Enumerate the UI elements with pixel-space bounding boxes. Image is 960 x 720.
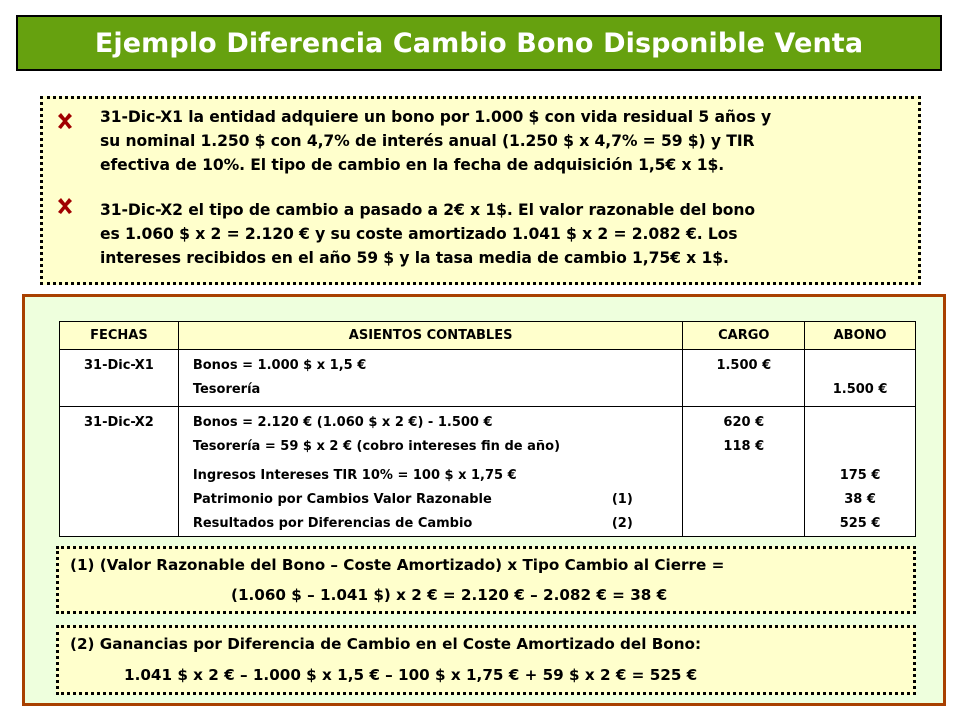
- bullet-2-line-2: es 1.060 $ x 2 = 2.120 € y su coste amortizado 1.041 $ x 2 = 2.082 €. Los: [100, 225, 738, 243]
- table-row: [60, 407, 916, 537]
- bullet-1-line-3: efectiva de 10%. El tipo de cambio en la fecha de adquisición 1,5€ x 1$.: [100, 156, 725, 174]
- date-cell: [60, 350, 179, 407]
- abono-value: 525 €: [839, 516, 881, 531]
- note-1-line-2: (1.060 $ – 1.041 $) x 2 € = 2.120 € – 2.082 € = 38 €: [231, 586, 668, 604]
- table-header-row: [60, 322, 916, 350]
- concept-line: [193, 488, 683, 512]
- abono-cell: [805, 407, 916, 537]
- concept-line: Bonos = 1.000 $ x 1,5 €: [192, 358, 367, 373]
- header-cargo: CARGO: [683, 322, 805, 350]
- cargo-cell: [683, 350, 805, 407]
- concept-cell: [178, 407, 683, 537]
- cargo-value: 1.500 €: [716, 358, 772, 373]
- title-bar: [16, 15, 942, 71]
- date-x1: 31-Dic-X1: [83, 358, 154, 373]
- x-mark-icon: [55, 111, 75, 131]
- date-cell: [60, 407, 179, 537]
- concept-line: Tesorería = 59 $ x 2 € (cobro intereses fin de año): [192, 439, 561, 454]
- header-fechas: FECHAS: [60, 322, 179, 350]
- abono-value: 1.500 €: [832, 382, 888, 397]
- note-ref-1: (1): [611, 492, 633, 507]
- bullet-1-line-2: su nominal 1.250 $ con 4,7% de interés anual (1.250 $ x 4,7% = 59 $) y TIR: [100, 132, 755, 150]
- concept-cell: [178, 350, 683, 407]
- note-ref-2: (2): [611, 516, 633, 531]
- bullet-text-1: [100, 105, 908, 177]
- bullet-2-line-1: 31-Dic-X2 el tipo de cambio a pasado a 2€ x 1$. El valor razonable del bono: [100, 201, 755, 219]
- concept-line: [193, 512, 683, 536]
- date-x2: 31-Dic-X2: [83, 415, 154, 430]
- empty-line: [805, 411, 915, 435]
- note-1-line-1: (1) (Valor Razonable del Bono – Coste Amortizado) x Tipo Cambio al Cierre =: [70, 556, 725, 574]
- page-title: Ejemplo Diferencia Cambio Bono Disponible Venta: [94, 27, 864, 59]
- abono-value: 38 €: [844, 492, 876, 507]
- concept-line: Bonos = 2.120 € (1.060 $ x 2 €) - 1.500 €: [192, 415, 493, 430]
- header-abono: ABONO: [805, 322, 916, 350]
- concept-text: Resultados por Diferencias de Cambio: [192, 516, 473, 531]
- concept-line: Ingresos Intereses TIR 10% = 100 $ x 1,75 €: [192, 468, 517, 483]
- main-panel: [22, 294, 946, 706]
- empty-line: [805, 354, 915, 378]
- bullet-2-line-3: intereses recibidos en el año 59 $ y la tasa media de cambio 1,75€ x 1$.: [100, 249, 729, 267]
- empty-line: [805, 435, 915, 459]
- abono-cell: [805, 350, 916, 407]
- cargo-value: 620 €: [723, 415, 765, 430]
- cargo-value: 118 €: [723, 439, 765, 454]
- note-2-line-2: 1.041 $ x 2 € – 1.000 $ x 1,5 € – 100 $ x 1,75 € + 59 $ x 2 € = 525 €: [124, 666, 698, 684]
- bullet-text-2: [100, 198, 908, 270]
- bullet-1-line-1: 31-Dic-X1 la entidad adquiere un bono por 1.000 $ con vida residual 5 años y: [100, 108, 772, 126]
- journal-entries-table: [59, 321, 916, 537]
- intro-box: [40, 96, 921, 285]
- empty-line: [683, 378, 804, 402]
- note-2-line-1: (2) Ganancias por Diferencia de Cambio en el Coste Amortizado del Bono:: [70, 635, 702, 653]
- header-asientos: ASIENTOS CONTABLES: [178, 322, 683, 350]
- cargo-cell: [683, 407, 805, 537]
- abono-value: 175 €: [839, 468, 881, 483]
- table-row: [60, 350, 916, 407]
- note-box-2: [56, 625, 916, 695]
- concept-text: Patrimonio por Cambios Valor Razonable: [192, 492, 492, 507]
- note-box-1: [56, 546, 916, 614]
- x-mark-icon: [55, 196, 75, 216]
- concept-line: Tesorería: [192, 382, 261, 397]
